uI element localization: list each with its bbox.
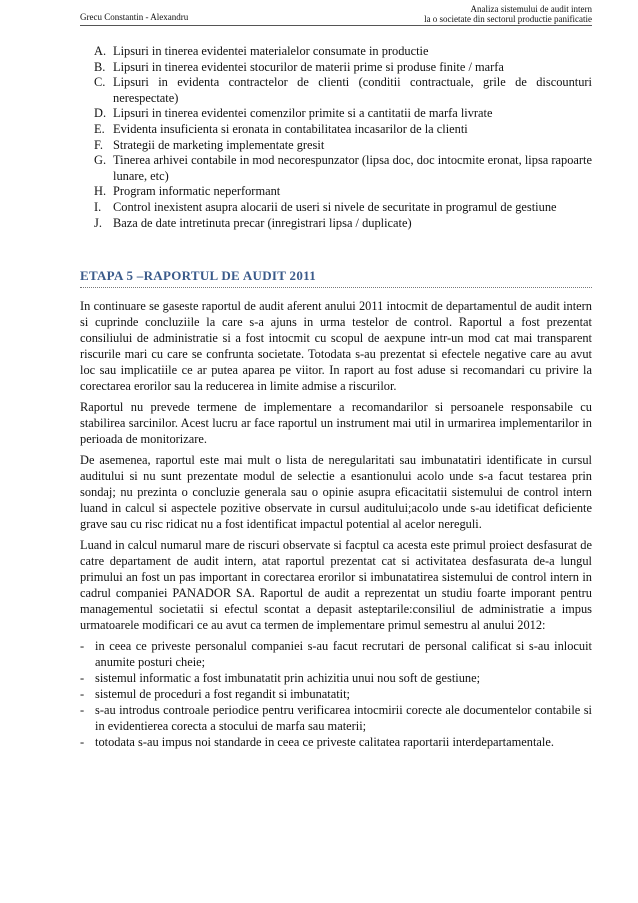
paragraph: Raportul nu prevede termene de implementare a recomandarilor si persoanele responsabile cu stabilirea sarcinilor. Acest lucru ar face raportul un instrument mai util in urmarirea implementarilor in perioada de monitorizare. xyxy=(80,400,592,446)
list-item-text: Evidenta insuficienta si eronata in contabilitatea incasarilor de la clienti xyxy=(113,121,468,136)
header-title-line1: Analiza sistemului de audit intern xyxy=(470,4,592,14)
list-marker: F. xyxy=(94,137,103,152)
deficiency-list xyxy=(80,44,592,231)
list-item xyxy=(80,153,592,184)
list-item xyxy=(80,216,592,232)
dash-marker: - xyxy=(80,671,85,685)
paragraph: In continuare se gaseste raportul de audit aferent anului 2011 intocmit de departamentul de audit intern si cuprinde concluziile la care s-a ajuns in urma testelor de control. Raportul a fost prezentat consiliului de administratie si a fost intocmit cu scopul de aexpune intr-un mod cat mai transparent riscurile mari cu care se confrunta societate. Totodata s-au prezentat si efectele negative care au avut loc sau implicatiile ce ar putea aparea pe viitor. In raport au fost aduse si recomandari cu privire la corectarea erorilor sau la reducerea in limite admise a riscurilor. xyxy=(80,299,592,393)
list-item xyxy=(80,60,592,76)
paragraph: Luand in calcul numarul mare de riscuri observate si facptul ca acesta este primul proiect desfasurat de catre departament de audit intern, atat raportul prezentat cat si activitatea desfasurata de-a lungul primului an fost un pas important in corectarea erorilor si imbunatatirea sistemului de control intern in cadrul companiei PANADOR SA. Raportul de audit a reprezentat un studiu foarte imporant pentru managementul societatii si efectul scontat a depasit asteptarile:consiliul de administratie a impus urmatoarele modificari ce au avut ca termen de implementare primul semestru al anului 2012: xyxy=(80,538,592,632)
header-author: Grecu Constantin - Alexandru xyxy=(80,12,189,22)
list-marker: C. xyxy=(94,75,106,90)
header-rule xyxy=(80,25,592,26)
list-item xyxy=(80,106,592,122)
list-item-text: Program informatic neperformant xyxy=(113,184,281,199)
list-item xyxy=(80,734,592,750)
list-item-text: sistemul de proceduri a fost regandit si imbunatatit; xyxy=(95,687,350,701)
list-item xyxy=(80,702,592,734)
section-body xyxy=(80,298,592,750)
list-item xyxy=(80,670,592,686)
list-item-text: Lipsuri in tinerea evidentei stocurilor de materii prime si produse finite / marfa xyxy=(113,59,504,74)
list-marker: J. xyxy=(94,215,102,230)
dash-marker: - xyxy=(80,735,85,749)
list-item-text: in ceea ce priveste personalul companiei s-au facut recrutari de personal calificat si s-au inlocuit anumite posturi cheie; xyxy=(95,639,592,669)
dash-marker: - xyxy=(80,639,85,653)
list-item-text: Baza de date intretinuta precar (inregistrari lipsa / duplicate) xyxy=(113,215,412,230)
list-item-text: Lipsuri in evidenta contractelor de clienti (conditii contractuale, grile de discounturi nerespectate) xyxy=(113,75,592,105)
list-item xyxy=(80,638,592,670)
list-marker: H. xyxy=(94,184,107,199)
list-item-text: Lipsuri in tinerea evidentei materialelor consumate in productie xyxy=(113,44,429,58)
header-title xyxy=(424,4,592,24)
list-marker: G. xyxy=(94,153,107,168)
list-item xyxy=(80,44,592,60)
list-item-text: totodata s-au impus noi standarde in ceea ce priveste calitatea raportarii interdepartamentale. xyxy=(95,735,554,749)
header-title-line2: la o societate din sectorul productie panificatie xyxy=(424,14,592,24)
list-item-text: Tinerea arhivei contabile in mod necorespunzator (lipsa doc, doc intocmite eronat, lipsa rapoarte lunare, etc) xyxy=(113,153,592,183)
list-item xyxy=(80,686,592,702)
list-marker: E. xyxy=(94,121,105,136)
list-item xyxy=(80,75,592,106)
list-item xyxy=(80,122,592,138)
section-heading: ETAPA 5 –RAPORTUL DE AUDIT 2011 xyxy=(80,268,317,283)
list-item-text: s-au introdus controale periodice pentru verificarea intocmirii corecte ale documentelor contabile si in evidentierea corecta a stocului de marfa sau materii; xyxy=(95,703,592,733)
section-rule xyxy=(80,287,592,288)
dash-marker: - xyxy=(80,687,85,701)
list-marker: D. xyxy=(94,106,107,121)
modifications-list xyxy=(80,638,592,750)
list-item-text: sistemul informatic a fost imbunatatit prin achizitia unui nou soft de gestiune; xyxy=(95,671,481,685)
list-item-text: Control inexistent asupra alocarii de useri si nivele de securitate in programul de gestiune xyxy=(113,199,557,214)
list-item-text: Strategii de marketing implementate gresit xyxy=(113,137,325,152)
list-item xyxy=(80,184,592,200)
dash-marker: - xyxy=(80,703,85,717)
list-marker: A. xyxy=(94,44,107,58)
list-item xyxy=(80,200,592,216)
list-marker: I. xyxy=(94,199,102,214)
paragraph: De asemenea, raportul este mai mult o lista de neregularitati sau imbunatatiri identificate in cursul auditului si nu sunt prezentate modul de selectie a esantionului acolo unde s-a facut testarea prin sondaj; nu prezinta o concluzie generala sau o opinie asupra eficacitatii sistemului de control intern luand in calcul si aspectele pozitive observate in cursul auditului;acolo unde s-au idetificat deficiente grave sau cu risc ridicat nu a fost identificat impactul potential al acelor nereguli. xyxy=(80,453,592,531)
list-item xyxy=(80,138,592,154)
list-item-text: Lipsuri in tinerea evidentei comenzilor primite si a cantitatii de marfa livrate xyxy=(113,106,493,121)
list-marker: B. xyxy=(94,59,106,74)
